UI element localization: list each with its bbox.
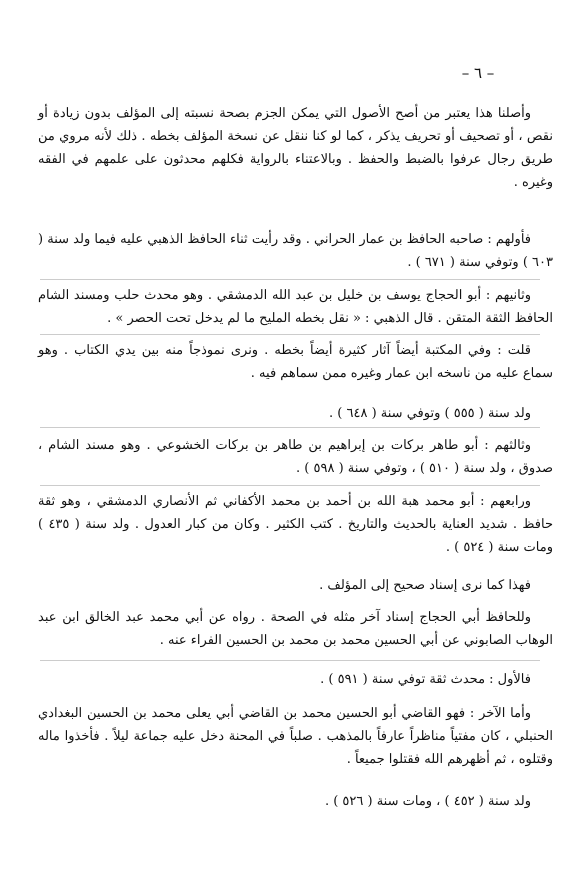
paragraph-second-chain: وللحافظ أبي الحجاج إسناد آخر مثله في الصحة . رواه عن أبي محمد عبد الخالق ابن عبد الوهاب الصابوني عن أبي الحسين محمد بن محمد بن الحسين الفراء عنه . <box>38 610 553 648</box>
paragraph-chain-conclusion: فهذا كما نرى إسناد صحيح إلى المؤلف . <box>319 578 531 593</box>
paragraph-second-narrator: وثانيهم : أبو الحجاج يوسف بن خليل بن عبد الله الدمشقي . وهو محدث حلب ومسند الشام الحافظ الثقة المتقن . قال الذهبي : « نقل بخطه المليح ما لم يدخل تحت الحصر » . <box>38 288 553 326</box>
paragraph-qadi: وأما الآخر : فهو القاضي أبو الحسين محمد بن القاضي أبي يعلى محمد بن الحسين البغدادي الحنبلي ، كان مفتياً مناظراً عارفاً بالمذهب . صلباً في المحنة دخل عليه جماعة ليلاً . فأخذوا ماله وقتلوه ، ثم أظهرهم الله فقتلوا جميعاً . <box>38 706 553 767</box>
page-number: – ٦ – <box>461 64 495 82</box>
paragraph-first-narrator: فأولهم : صاحبه الحافظ بن عمار الحراني . وقد رأيت ثناء الحافظ الذهبي عليه فيما ولد سنة ( ٦٠٣ ) وتوفي سنة ( ٦٧١ ) . <box>38 232 553 270</box>
paragraph-third-narrator: وثالثهم : أبو طاهر بركات بن إبراهيم بن طاهر بن بركات الخشوعي . وهو مسند الشام ، صدوق ، ولد سنة ( ٥١٠ ) ، وتوفي سنة ( ٥٩٨ ) . <box>38 438 553 476</box>
divider <box>40 485 540 486</box>
paragraph-first-of-chain: فالأول : محدث ثقة توفي سنة ( ٥٩١ ) . <box>320 672 531 687</box>
paragraph-qadi-dates: ولد سنة ( ٤٥٢ ) ، ومات سنة ( ٥٢٦ ) . <box>324 794 531 809</box>
paragraph-manuscript-note: قلت : وفي المكتبة أيضاً آثار كثيرة أيضاً بخطه . ونرى نموذجاً منه بين يدي الكتاب . وهو سماع عليه من ناسخه ابن عمار وغيره ممن سماهم فيه . <box>38 343 553 381</box>
paragraph-fourth-narrator: ورابعهم : أبو محمد هبة الله بن أحمد بن محمد الأكفاني ثم الأنصاري الدمشقي ، وهو ثقة حافظ . شديد العناية بالحديث والتاريخ . كتب الكثير . وكان من كبار العدول . ولد سنة ( ٤٣٥ ) ومات سنة ( ٥٢٤ ) . <box>38 494 553 555</box>
paragraph-intro: وأصلنا هذا يعتبر من أصح الأصول التي يمكن الجزم بصحة نسبته إلى المؤلف بدون زيادة أو نقص ، أو تصحيف أو تحريف يذكر ، كما لو كنا ننقل عن نسخة المؤلف بخطه . ذلك لأنه مروي من طريق رجال عرفوا بالضبط والحفظ . وبالاعتناء بالرواية فكلهم محدثون على علمهم في الفقه وغيره . <box>38 106 553 190</box>
divider <box>40 334 540 335</box>
paragraph-second-narrator-dates: ولد سنة ( ٥٥٥ ) وتوفي سنة ( ٦٤٨ ) . <box>329 406 531 421</box>
divider <box>40 660 540 661</box>
divider <box>40 427 540 428</box>
divider <box>40 279 540 280</box>
